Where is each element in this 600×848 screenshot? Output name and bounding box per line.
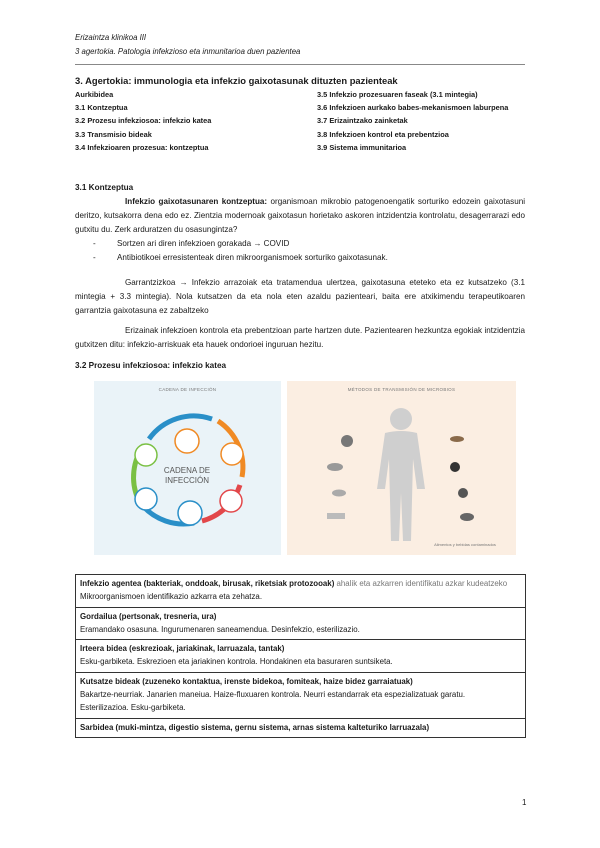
fig-left-title: CADENA DE INFECCIÓN: [158, 387, 217, 392]
row-title: Kutsatze bideak (zuzeneko kontaktua, irenste bidekoa, fomiteak, haize bidez garraiatuak): [80, 676, 413, 686]
toc-item[interactable]: 3.1 Kontzeptua: [75, 103, 128, 113]
list-item: - Antibiotikoei erresistenteak diren mikroorganismoek sorturiko gaixotasunak.: [75, 251, 525, 265]
row-title: Irteera bidea (eskrezioak, jariakinak, larruazala, tantak): [80, 644, 285, 654]
table-row: [76, 672, 525, 718]
infection-chain-figure: [94, 381, 516, 555]
concept-bullets: [75, 237, 525, 265]
human-silhouette-diagram: [287, 381, 516, 555]
concept-text: organismoan mikrobio patogenoengatik sorturiko edozein gaixotasuni deritzo, kutsakorra dena edo ez. Zientzia modernoak gaixotasun horietako askoren intzidentzia kontrolatu, desagerrarazi edo gutxitu du. Zerk arduratzen du osasungintza?: [75, 197, 525, 235]
header-subtitle: 3 agertokia. Patologia infekzioso eta inmunitarioa duen pazientea: [75, 47, 301, 56]
running-header: [75, 31, 300, 59]
section-heading-3-2: 3.2 Prozesu infekziosoa: infekzio katea: [75, 361, 227, 370]
row-title: Sarbidea (muki-mintza, digestio sistema, gernu sistema, arnas sistema kalteturiko larruazala): [80, 722, 430, 732]
concept-term: Infekzio gaixotasunaren kontzeptua:: [125, 197, 268, 206]
row-title: Gordailua (pertsonak, tresneria, ura): [80, 611, 217, 621]
section-heading-3-1: 3.1 Kontzeptua: [75, 183, 134, 192]
toc-item[interactable]: 3.5 Infekzio prozesuaren faseak (3.1 mintegia): [317, 90, 478, 99]
fig-right-title: MÉTODOS DE TRANSMISIÓN DE MICROBIOS: [347, 387, 456, 392]
table-row: [76, 718, 525, 737]
row-text: Esterilizazioa. Esku-garbiketa.: [80, 703, 186, 713]
row-text: Esku-garbiketa. Eskrezioen eta jariakinen kontrola. Hondakinen eta basuraren suntsiketa.: [80, 657, 393, 667]
cycle-center-line1: CADENA DE: [163, 466, 211, 475]
toc-item[interactable]: 3.3 Transmisio bideak: [75, 129, 152, 139]
nurses-text: Erizainak infekzioen kontrola eta prebentzioan parte hartzen dute. Pazientearen hezkuntza egokiak intzidentzia gutxitzen ditu: infekzio-arriskuak eta hauek ondorioei inguruan hezitu.: [75, 326, 525, 350]
toc-item[interactable]: 3.7 Erizaintzako zainketak: [317, 116, 408, 126]
row-note: ahalik eta azkarren identifikatu azkar kudeatzeko: [334, 579, 508, 588]
course-name: Erizaintza klinikoa III: [75, 33, 147, 42]
table-row: [76, 575, 525, 607]
table-row: [76, 639, 525, 672]
toc-item[interactable]: 3.8 Infekzioen kontrol eta prebentzioa: [317, 129, 449, 139]
fig-right-footer: Alimentos y bebidas contaminados: [434, 542, 496, 547]
row-text: Mikroorganismoen identifikazio azkarra eta zehatza.: [80, 592, 263, 602]
nurses-paragraph: [75, 324, 525, 352]
toc-item[interactable]: 3.6 Infekzioen aurkako babes-mekanismoen laburpena: [317, 103, 509, 113]
row-text: Bakartze-neurriak. Janarien maneiua. Haize-fluxuaren kontrola. Neurri estandarrak eta espezializatuak garatu.: [80, 690, 466, 700]
cycle-diagram: [94, 381, 281, 555]
toc-label: Aurkibidea: [75, 90, 114, 99]
table-row: [76, 607, 525, 640]
row-text: Eramandako osasuna. Ingurumenaren saneamendua. Desinfekzio, esterilizazio.: [80, 624, 360, 634]
importance-paragraph: [75, 276, 525, 319]
transmission-methods-panel: [287, 381, 516, 555]
table-of-contents: [75, 89, 525, 154]
toc-item[interactable]: 3.9 Sistema immunitarioa: [317, 142, 407, 152]
toc-item[interactable]: 3.2 Prozesu infekziosoa: infekzio katea: [75, 116, 212, 126]
page-title: 3. Agertokia: immunologia eta infekzio gaixotasunak dituzten pazienteak: [75, 75, 398, 86]
infection-chain-table: [75, 574, 526, 738]
concept-paragraph: [75, 195, 525, 238]
list-item: - Sortzen ari diren infekzioen gorakada → COVID: [75, 237, 525, 251]
cycle-center-line2: INFECCIÓN: [165, 476, 209, 485]
toc-item[interactable]: 3.4 Infekzioaren prozesua: kontzeptua: [75, 142, 209, 152]
row-title: Infekzio agentea (bakteriak, onddoak, birusak, riketsiak protozooak): [80, 579, 335, 588]
page-number: 1: [522, 798, 527, 807]
chain-of-infection-panel: [94, 381, 281, 555]
header-divider: [75, 64, 525, 65]
importance-text: Garrantzizkoa → Infekzio arrazoiak eta tratamendua ulertzea, gaixotasuna eteteko eta ez kutsatzeko (3.1 mintegia + 3.3 mintegia). Nola kutsatzen da eta nola eten azaldu pazienteari, baita ere atxikimendu terapeutikoaren garrantzia gaixotasuna ez zabaltzeko: [75, 278, 525, 316]
